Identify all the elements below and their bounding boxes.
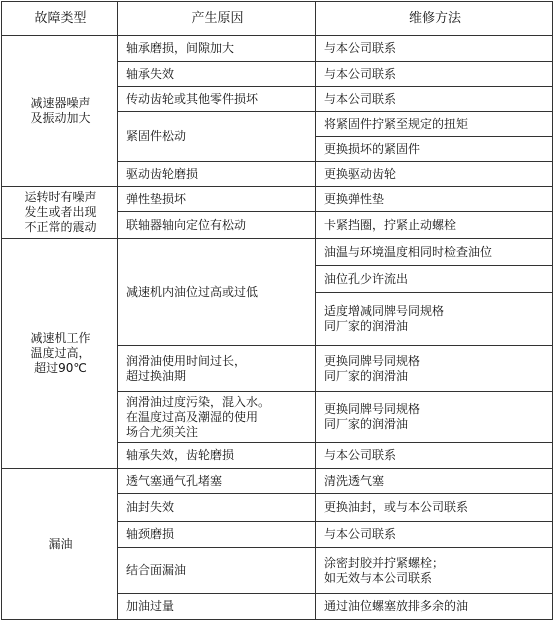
cause-cell: 轴承失效 bbox=[118, 62, 316, 87]
table-row bbox=[2, 469, 553, 494]
cause-line: 润滑油使用时间过长， bbox=[126, 353, 247, 368]
cause-cell: 减速机内油位过高或过低 bbox=[118, 239, 316, 346]
header-fault-type: 故障类型 bbox=[2, 2, 118, 36]
cause-line: 超过换油期 bbox=[126, 368, 187, 383]
repair-cell: 与本公司联系 bbox=[316, 522, 553, 548]
cause-line: 润滑油过度污染，混入水。 bbox=[126, 394, 271, 409]
fault-type-line: 发生或者出现 bbox=[24, 205, 97, 219]
header-repair-method: 维修方法 bbox=[316, 2, 553, 36]
cause-cell bbox=[118, 392, 316, 443]
repair-cell: 卡紧挡圈，拧紧止动螺栓 bbox=[316, 212, 553, 239]
repair-cell bbox=[316, 346, 553, 392]
repair-line: 更换同牌号同规格 bbox=[324, 353, 421, 368]
repair-line: 如无效与本公司联系 bbox=[324, 570, 433, 585]
fault-type-line: 运转时有噪声 bbox=[24, 190, 97, 204]
fault-type-line: 温度过高， bbox=[30, 346, 91, 360]
table-row bbox=[2, 187, 553, 212]
fault-type-cell bbox=[2, 187, 118, 239]
table-row bbox=[2, 36, 553, 62]
fault-type-cell bbox=[2, 469, 118, 620]
fault-type-line: 不正常的震动 bbox=[24, 220, 97, 234]
cause-cell: 联轴器轴向定位有松动 bbox=[118, 212, 316, 239]
repair-cell bbox=[316, 392, 553, 443]
repair-cell: 更换弹性垫 bbox=[316, 187, 553, 212]
cause-cell: 驱动齿轮磨损 bbox=[118, 162, 316, 187]
repair-cell: 与本公司联系 bbox=[316, 36, 553, 62]
repair-cell: 油位孔少许流出 bbox=[316, 266, 553, 293]
repair-cell: 油温与环境温度相同时检查油位 bbox=[316, 239, 553, 266]
repair-cell bbox=[316, 293, 553, 346]
cause-cell: 结合面漏油 bbox=[118, 548, 316, 594]
table-row bbox=[2, 239, 553, 266]
fault-type-line: 减速器噪声 bbox=[30, 96, 91, 110]
repair-line: 适度增减同牌号同规格 bbox=[324, 304, 445, 318]
cause-cell bbox=[118, 346, 316, 392]
cause-cell: 加油过量 bbox=[118, 594, 316, 620]
repair-line: 涂密封胶并拧紧螺栓； bbox=[324, 555, 445, 570]
repair-line: 同厂家的润滑油 bbox=[324, 319, 409, 333]
header-cause: 产生原因 bbox=[118, 2, 316, 36]
repair-cell: 与本公司联系 bbox=[316, 443, 553, 469]
repair-cell: 清洗透气塞 bbox=[316, 469, 553, 494]
cause-cell: 传动齿轮或其他零件损坏 bbox=[118, 87, 316, 112]
cause-cell: 紧固件松动 bbox=[118, 112, 316, 162]
repair-cell: 通过油位螺塞放排多余的油 bbox=[316, 594, 553, 620]
fault-type-line: 超过90℃ bbox=[34, 361, 87, 375]
repair-cell bbox=[316, 548, 553, 594]
repair-cell: 更换油封，或与本公司联系 bbox=[316, 494, 553, 522]
header-row bbox=[2, 2, 553, 36]
cause-cell: 透气塞通气孔堵塞 bbox=[118, 469, 316, 494]
repair-line: 同厂家的润滑油 bbox=[324, 368, 409, 383]
repair-cell: 更换损坏的紧固件 bbox=[316, 137, 553, 162]
repair-cell: 将紧固件拧紧至规定的扭矩 bbox=[316, 112, 553, 137]
repair-line: 同厂家的润滑油 bbox=[324, 417, 409, 431]
repair-line: 更换同牌号同规格 bbox=[324, 402, 421, 416]
cause-cell: 轴承失效，齿轮磨损 bbox=[118, 443, 316, 469]
cause-cell: 轴承磨损，间隙加大 bbox=[118, 36, 316, 62]
repair-cell: 与本公司联系 bbox=[316, 87, 553, 112]
fault-type-cell bbox=[2, 239, 118, 469]
fault-type-cell bbox=[2, 36, 118, 187]
cause-cell: 弹性垫损坏 bbox=[118, 187, 316, 212]
fault-type-line: 减速机工作 bbox=[30, 331, 91, 345]
cause-cell: 轴颈磨损 bbox=[118, 522, 316, 548]
fault-type-line: 及振动加大 bbox=[30, 111, 91, 125]
cause-line: 在温度过高及潮湿的使用 bbox=[126, 409, 259, 424]
fault-table bbox=[1, 1, 553, 620]
fault-type-line: 漏油 bbox=[48, 536, 73, 551]
repair-cell: 更换驱动齿轮 bbox=[316, 162, 553, 187]
cause-cell: 油封失效 bbox=[118, 494, 316, 522]
repair-cell: 与本公司联系 bbox=[316, 62, 553, 87]
cause-line: 场合尤须关注 bbox=[126, 424, 199, 439]
